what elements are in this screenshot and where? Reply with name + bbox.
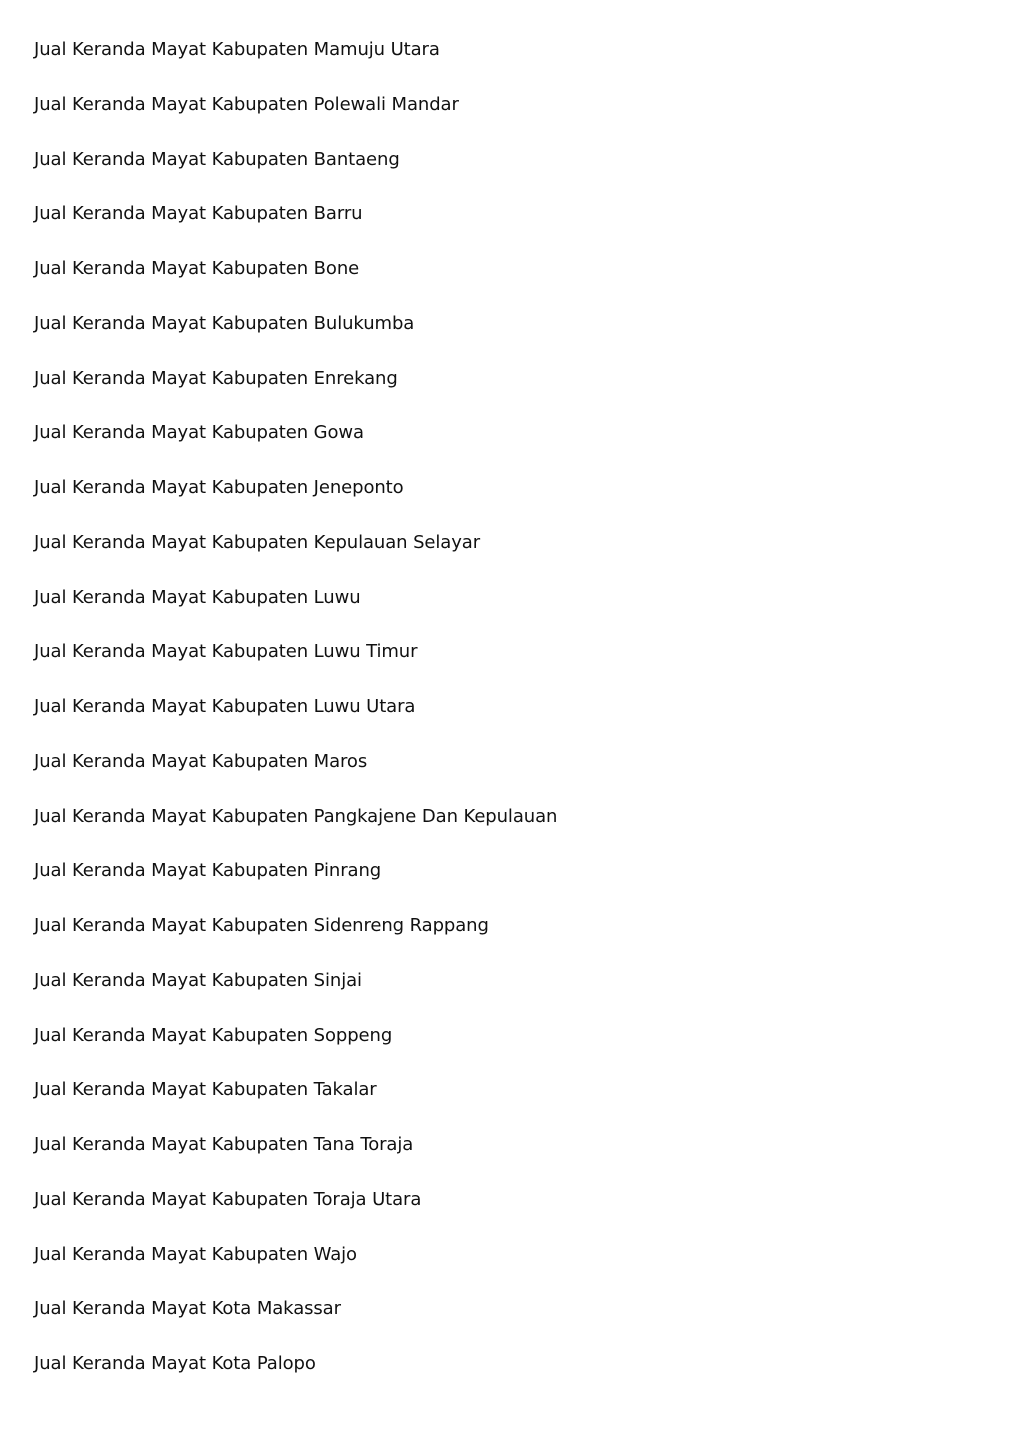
location-link-list	[34, 36, 557, 1405]
location-link[interactable]: Jual Keranda Mayat Kabupaten Jeneponto	[34, 477, 404, 498]
location-link[interactable]: Jual Keranda Mayat Kabupaten Pinrang	[34, 860, 382, 882]
location-link[interactable]: Jual Keranda Mayat Kabupaten Gowa	[34, 422, 364, 444]
location-link[interactable]: Jual Keranda Mayat Kabupaten Kepulauan Selayar	[34, 531, 480, 553]
location-link[interactable]: Jual Keranda Mayat Kabupaten Bantaeng	[34, 148, 400, 170]
location-link[interactable]: Jual Keranda Mayat Kabupaten Sinjai	[34, 969, 362, 991]
list-item	[34, 1022, 557, 1077]
list-item	[34, 584, 557, 639]
location-link[interactable]: Jual Keranda Mayat Kabupaten Pangkajene Dan Kepulauan	[34, 805, 558, 827]
list-item	[34, 748, 557, 803]
location-link[interactable]: Jual Keranda Mayat Kabupaten Takalar	[34, 1079, 377, 1101]
list-item	[34, 1350, 557, 1405]
location-link[interactable]: Jual Keranda Mayat Kabupaten Luwu Utara	[34, 696, 416, 717]
list-item	[34, 365, 557, 420]
list-item	[34, 693, 557, 748]
location-link[interactable]: Jual Keranda Mayat Kabupaten Bone	[34, 258, 360, 279]
location-link[interactable]: Jual Keranda Mayat Kabupaten Barru	[34, 203, 363, 225]
location-link[interactable]: Jual Keranda Mayat Kabupaten Maros	[34, 750, 368, 772]
list-item	[34, 91, 557, 146]
list-item	[34, 1295, 557, 1350]
list-item	[34, 255, 557, 310]
list-item	[34, 200, 557, 255]
list-item	[34, 474, 557, 529]
location-link[interactable]: Jual Keranda Mayat Kabupaten Bulukumba	[34, 312, 415, 334]
location-link[interactable]: Jual Keranda Mayat Kabupaten Wajo	[34, 1243, 357, 1265]
list-item	[34, 1076, 557, 1131]
location-link[interactable]: Jual Keranda Mayat Kota Palopo	[34, 1353, 316, 1374]
list-item	[34, 310, 557, 365]
location-link[interactable]: Jual Keranda Mayat Kabupaten Polewali Mandar	[34, 93, 459, 115]
list-item	[34, 967, 557, 1022]
location-link[interactable]: Jual Keranda Mayat Kabupaten Toraja Utara	[34, 1188, 422, 1210]
list-item	[34, 857, 557, 912]
list-item	[34, 146, 557, 201]
location-link[interactable]: Jual Keranda Mayat Kabupaten Luwu Timur	[34, 641, 418, 663]
location-link[interactable]: Jual Keranda Mayat Kabupaten Sidenreng Rappang	[34, 915, 489, 936]
list-item	[34, 912, 557, 967]
location-link[interactable]: Jual Keranda Mayat Kota Makassar	[34, 1298, 341, 1320]
list-item	[34, 638, 557, 693]
list-item	[34, 36, 557, 91]
list-item	[34, 419, 557, 474]
list-item	[34, 1131, 557, 1186]
location-link[interactable]: Jual Keranda Mayat Kabupaten Tana Toraja	[34, 1134, 414, 1155]
list-item	[34, 803, 557, 858]
list-item	[34, 529, 557, 584]
location-link[interactable]: Jual Keranda Mayat Kabupaten Luwu	[34, 586, 361, 608]
location-link[interactable]: Jual Keranda Mayat Kabupaten Soppeng	[34, 1024, 393, 1046]
list-item	[34, 1241, 557, 1296]
list-item	[34, 1186, 557, 1241]
location-link[interactable]: Jual Keranda Mayat Kabupaten Enrekang	[34, 367, 398, 389]
location-link[interactable]: Jual Keranda Mayat Kabupaten Mamuju Utara	[34, 39, 440, 60]
